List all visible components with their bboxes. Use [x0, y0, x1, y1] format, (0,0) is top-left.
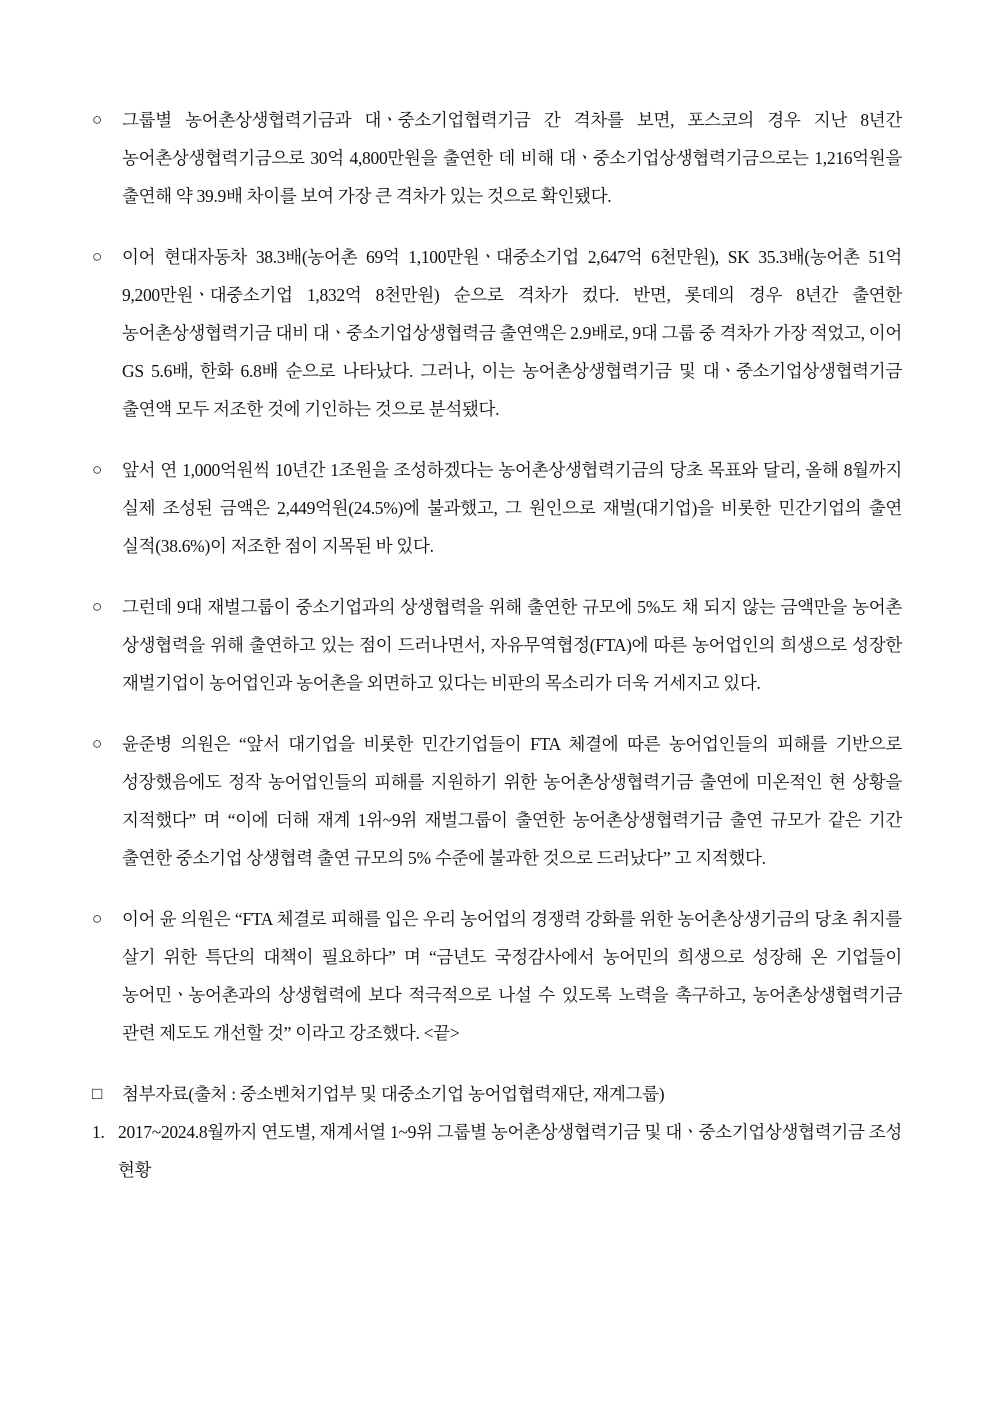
- attachment-header: [92, 1075, 902, 1113]
- paragraph-text: 이어 현대자동차 38.3배(농어촌 69억 1,100만원ㆍ대중소기업 2,647억 6천만원), SK 35.3배(농어촌 51억 9,200만원ㆍ대중소기업 1,832억 8천만원) 순으로 격차가 컸다. 반면, 롯데의 경우 8년간 출연한 농어촌상생협력기금 대비 대ㆍ중소기업상생협력금 출연액은 2.9배로, 9대 그룹 중 격차가 가장 적었고, 이어 GS 5.6배, 한화 6.8배 순으로 나타났다. 그러나, 이는 농어촌상생협력기금 및 대ㆍ중소기업상생협력기금 출연액 모두 저조한 것에 기인하는 것으로 분석됐다.: [122, 247, 902, 419]
- bullet-paragraph: [92, 588, 902, 702]
- circle-bullet-icon: ○: [92, 734, 102, 753]
- circle-bullet-icon: ○: [92, 460, 102, 479]
- square-bullet-icon: □: [92, 1084, 102, 1103]
- circle-bullet-icon: ○: [92, 110, 102, 129]
- attachment-item-text: 2017~2024.8월까지 연도별, 재계서열 1~9위 그룹별 농어촌상생협력기금 및 대ㆍ중소기업상생협력기금 조성 현황: [118, 1122, 902, 1180]
- paragraph-text: 앞서 연 1,000억원씩 10년간 1조원을 조성하겠다는 농어촌상생협력기금의 당초 목표와 달리, 올해 8월까지 실제 조성된 금액은 2,449억원(24.5%)에 불과했고, 그 원인으로 재벌(대기업)을 비롯한 민간기업의 출연 실적(38.6%)이 저조한 점이 지목된 바 있다.: [122, 460, 902, 556]
- paragraph-text: 이어 윤 의원은 “FTA 체결로 피해를 입은 우리 농어업의 경쟁력 강화를 위한 농어촌상생기금의 당초 취지를 살기 위한 특단의 대책이 필요하다” 며 “금년도 국정감사에서 농어민의 희생으로 성장해 온 기업들이 농어민ㆍ농어촌과의 상생협력에 보다 적극적으로 나설 수 있도록 노력을 촉구하고, 농어촌상생협력기금 관련 제도도 개선할 것” 이라고 강조했다. <끝>: [122, 909, 902, 1043]
- circle-bullet-icon: ○: [92, 247, 102, 266]
- bullet-paragraph: [92, 451, 902, 565]
- attachment-title: 첨부자료(출처 : 중소벤처기업부 및 대중소기업 농어업협력재단, 재계그룹): [122, 1084, 665, 1104]
- bullet-paragraph: [92, 725, 902, 877]
- bullet-paragraph: [92, 101, 902, 215]
- bullet-paragraph: [92, 900, 902, 1052]
- paragraph-text: 윤준병 의원은 “앞서 대기업을 비롯한 민간기업들이 FTA 체결에 따른 농어업인들의 피해를 기반으로 성장했음에도 정작 농어업인들의 피해를 지원하기 위한 농어촌상생협력기금 출연에 미온적인 현 상황을 지적했다” 며 “이에 더해 재계 1위~9위 재벌그룹이 출연한 농어촌상생협력기금 출연 규모가 같은 기간 출연한 중소기업 상생협력 출연 규모의 5% 수준에 불과한 것으로 드러났다” 고 지적했다.: [122, 734, 902, 868]
- paragraph-text: 그런데 9대 재벌그룹이 중소기업과의 상생협력을 위해 출연한 규모에 5%도 채 되지 않는 금액만을 농어촌 상생협력을 위해 출연하고 있는 점이 드러나면서, 자유무역협정(FTA)에 따른 농어업인의 희생으로 성장한 재벌기업이 농어업인과 농어촌을 외면하고 있다는 비판의 목소리가 더욱 거세지고 있다.: [122, 597, 902, 693]
- circle-bullet-icon: ○: [92, 909, 102, 928]
- attachment-item-number: 1.: [92, 1122, 105, 1142]
- attachment-item: [92, 1113, 902, 1189]
- bullet-paragraph: [92, 238, 902, 428]
- circle-bullet-icon: ○: [92, 597, 102, 616]
- paragraph-text: 그룹별 농어촌상생협력기금과 대ㆍ중소기업협력기금 간 격차를 보면, 포스코의 경우 지난 8년간 농어촌상생협력기금으로 30억 4,800만원을 출연한 데 비해 대ㆍ중소기업상생협력기금으로는 1,216억원을 출연해 약 39.9배 차이를 보여 가장 큰 격차가 있는 것으로 확인됐다.: [122, 110, 902, 206]
